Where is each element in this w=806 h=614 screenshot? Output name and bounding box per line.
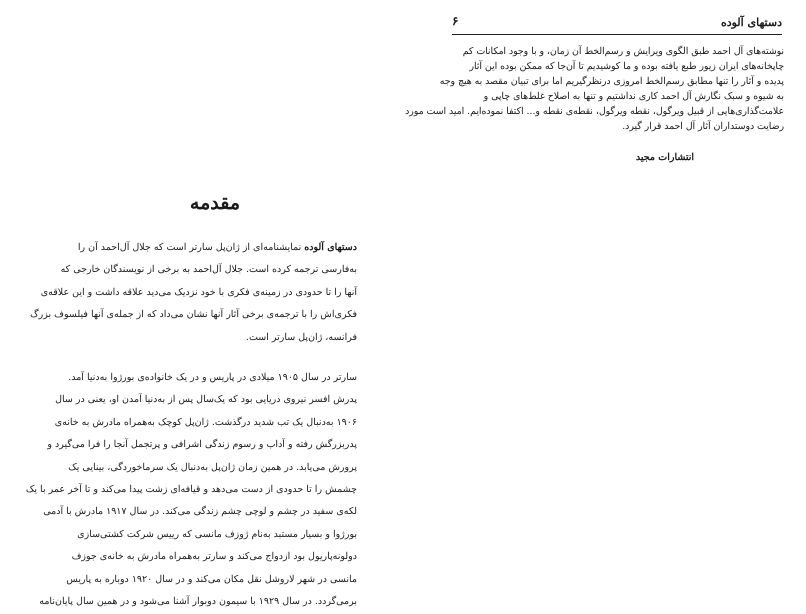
paragraph-gap <box>26 349 357 367</box>
intro-line: دولونه‌پاریول بود ازدواج می‌کند و سارتر به‌همراه مادرش به خانه‌ی جوزف <box>71 551 357 563</box>
note-line: چاپخانه‌های ایران زیور طبع یافته بوده و ما کوشیدیم تا آن‌جا که ممکن بوده این آثار <box>469 61 784 72</box>
header-rule <box>452 34 782 35</box>
running-title: دستهای آلوده <box>720 16 782 29</box>
note-line: رضایت دوستداران آثار آل احمد قرار گیرد. <box>622 121 784 132</box>
intro-line: پرورش می‌یابد. در همین زمان ژان‌پل به‌دنبال یک سرماخوردگی، بینایی یک <box>68 461 357 473</box>
intro-line: پدرش افسر نیروی دریایی بود که یک‌سال پس از به‌دنیا آمدن او، یعنی در سال <box>55 394 357 406</box>
intro-line: سارتر در سال ۱۹۰۵ میلادی در پاریس و در یک خانواده‌ی بورژوا به‌دنیا آمد. <box>68 372 357 384</box>
intro-line: چشمش را تا حدودی از دست می‌دهد و قیافه‌ای زشت پیدا می‌کند و تا آخر عمر با یک <box>25 484 357 496</box>
intro-line: مانسی در شهر لاروشل نقل مکان می‌کند و در سال ۱۹۲۰ دوباره به پاریس <box>66 573 357 585</box>
right-page <box>405 0 806 587</box>
intro-line: آنها را تا حدودی در زمینه‌ی فکری با خود نزدیک می‌دید علاقه داشت و این علاقه‌ی <box>40 286 357 298</box>
intro-line: ۱۹۰۶ به‌دنبال یک تب شدید درگذشت. ژان‌پل کوچک به‌همراه مادرش به خانه‌ی <box>54 416 357 428</box>
intro-line: فرانسه، ژان‌پل سارتر است. <box>245 331 357 343</box>
intro-line: برمی‌گردد. در سال ۱۹۲۹ با سیمون دوبوار آشنا می‌شود و در همین سال پایان‌نامه <box>39 596 357 608</box>
book-title-inline: دستهای آلوده <box>304 242 357 253</box>
intro-line: به‌فارسی ترجمه کرده است. جلال آل‌احمد به برخی از نویسندگان خارجی که <box>60 264 357 276</box>
note-line: پدیده و آثار را تنها مطابق رسم‌الخط امروزی درنظرگیریم اما برای تبیان مقصد به هیچ وجه <box>439 76 784 87</box>
page-number: ۶ <box>452 14 459 28</box>
intro-line: لکه‌ی سفید در چشم و لوچی چشم زندگی می‌کند. در سال ۱۹۱۷ مادرش با آدمی <box>43 506 357 518</box>
note-line: علامت‌گذاری‌هایی از قبیل ویرگول، نقطه ویرگول، نقطه‌ی نقطه و... اکتفا نموده‌ایم. امید است مورد <box>405 106 784 117</box>
publisher-note <box>405 44 784 134</box>
publisher-signature: انتشارات مجید <box>635 152 694 163</box>
note-line: نوشته‌های آل احمد طبق الگوی ویرایش و رسم‌الخط آن زمان، و با وجود امکانات کم <box>462 46 784 57</box>
introduction-body <box>26 237 357 614</box>
intro-line: بورژوا و بسیار مستبد به‌نام ژوزف مانسی که رییس شرکت کشتی‌سازی <box>77 528 357 540</box>
intro-line-first: دستهای آلوده نمایشنامه‌ای از ژان‌پل سارتر است که جلال آل‌احمد آن را <box>77 242 357 253</box>
intro-line: فکری‌اش را با ترجمه‌ی برخی آثار آنها نشان می‌داد که از جمله‌ی آنها فیلسوف بزرگ <box>30 309 357 321</box>
chapter-heading: مقدمه <box>189 192 241 214</box>
note-line: به شیوه و سبک نگارش آل احمد کاری نداشتیم و تنها به اصلاح غلط‌های چاپی و <box>483 91 784 102</box>
intro-line: پدربزرگش رفته و آداب و رسوم زندگی اشرافی و پرتجمل آنجا را فرا می‌گیرد و <box>47 439 357 451</box>
page-header <box>452 14 782 36</box>
